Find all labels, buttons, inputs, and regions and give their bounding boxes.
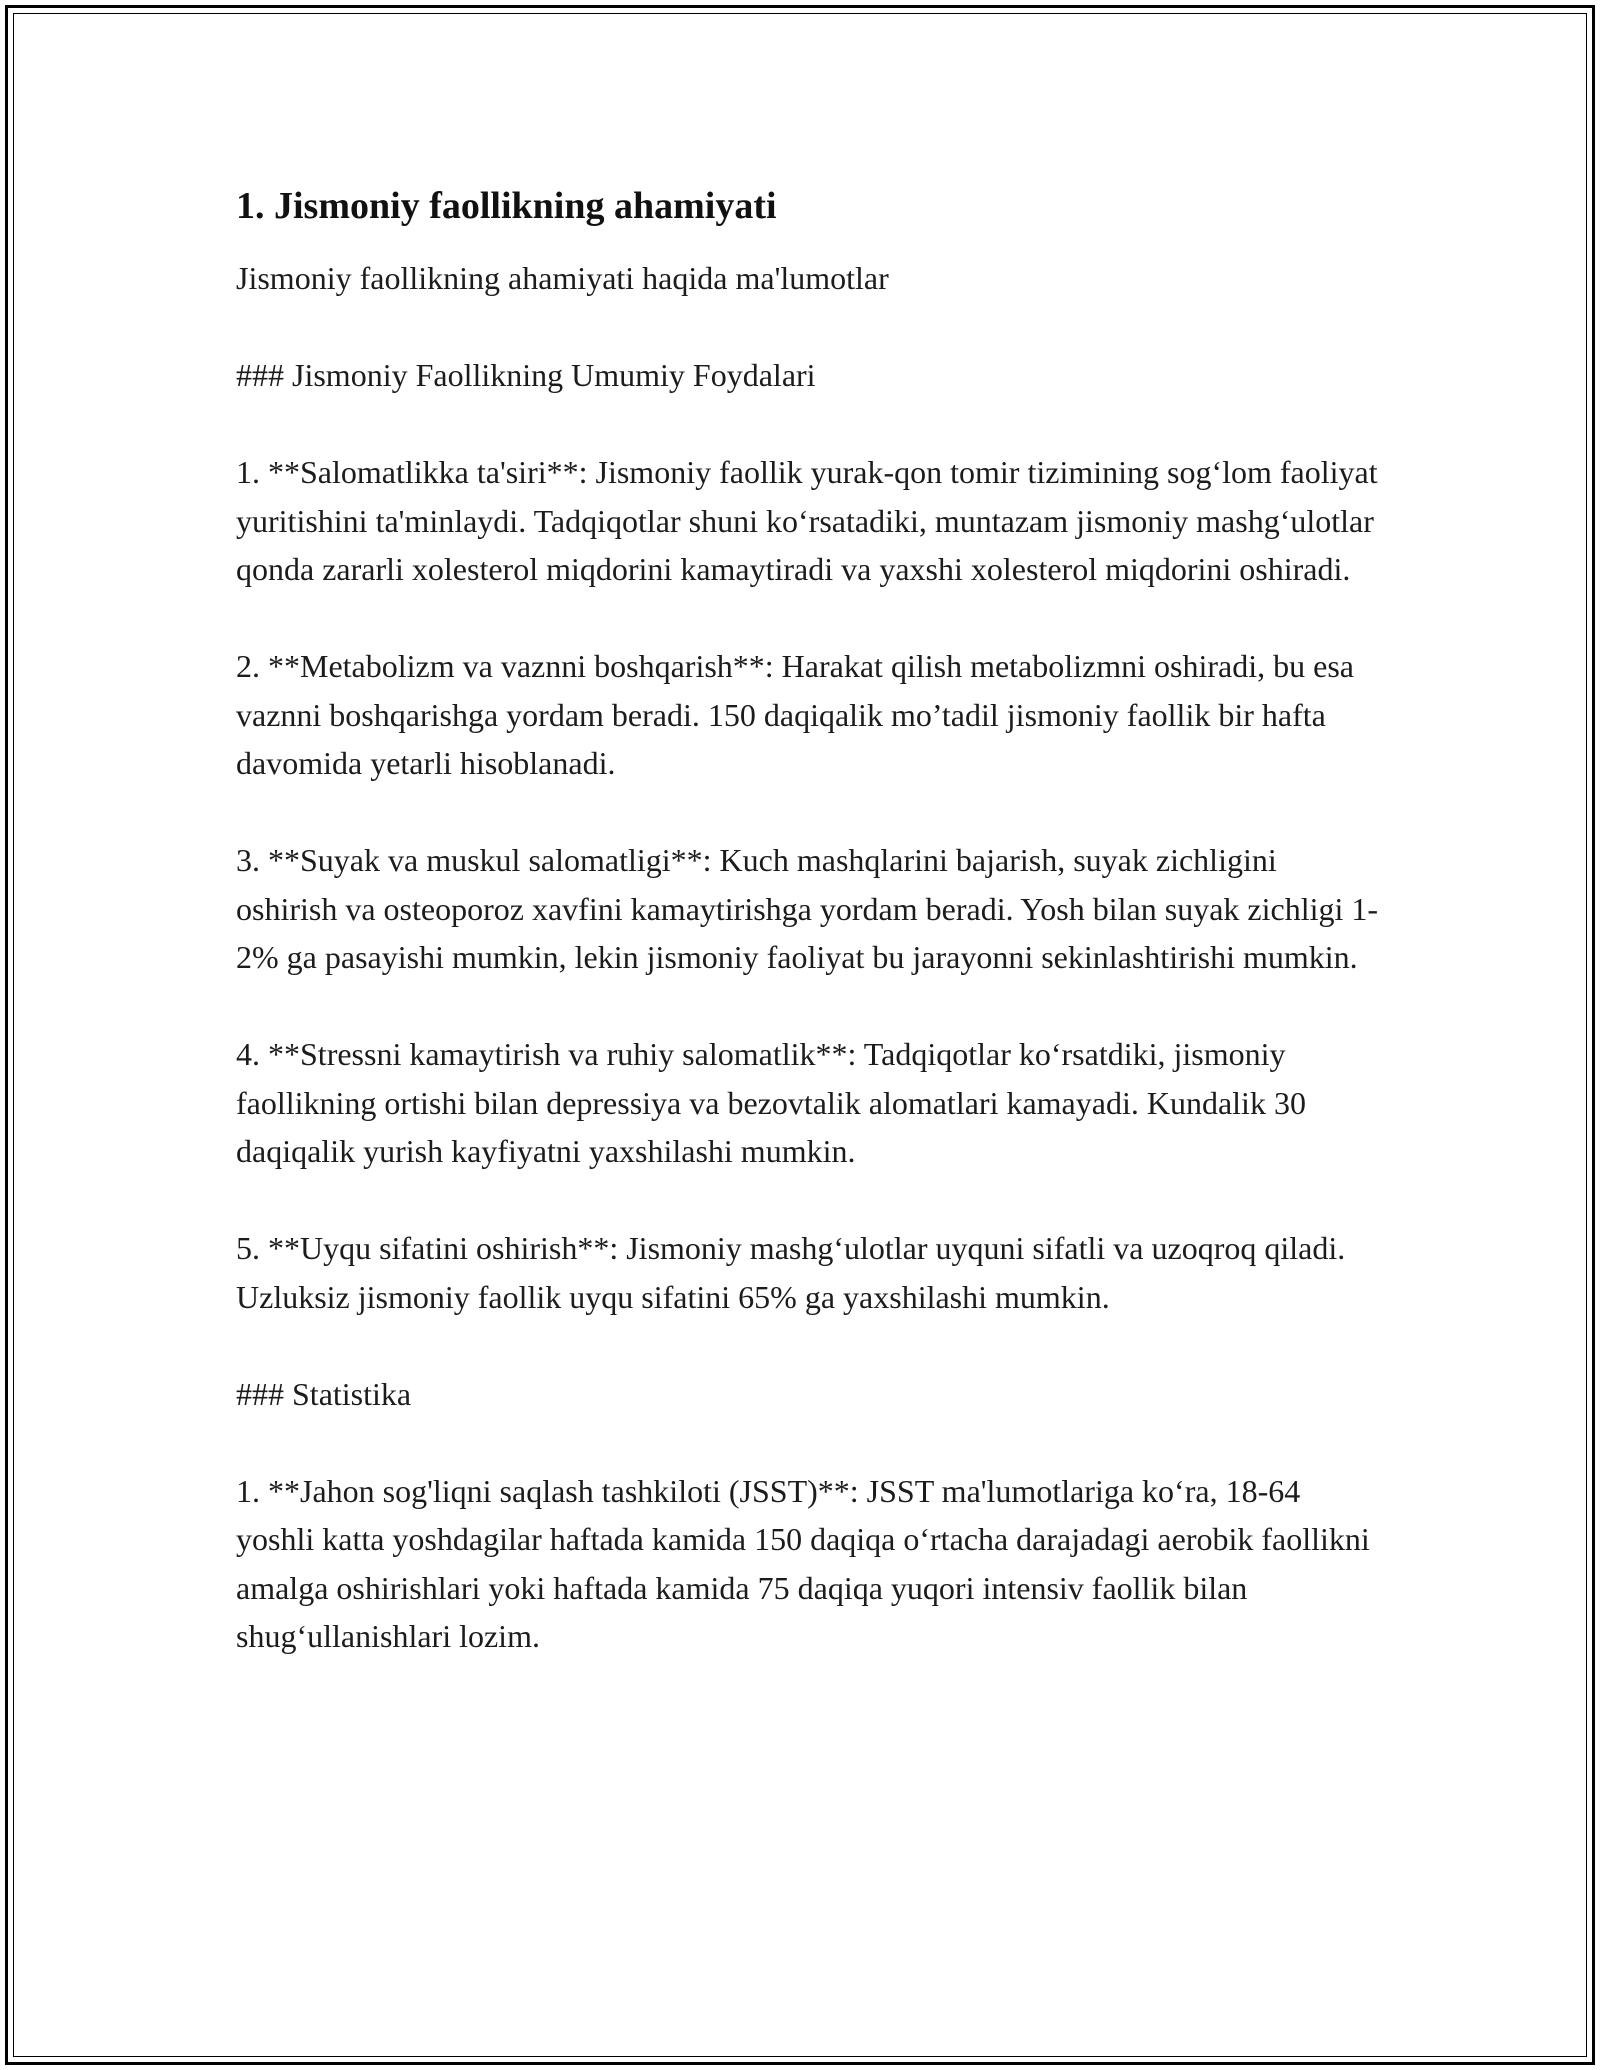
- section-heading-benefits: ### Jismoniy Faollikning Umumiy Foydalari: [236, 357, 816, 393]
- document-title: 1. Jismoniy faollikning ahamiyati: [236, 185, 777, 227]
- list-item-health: 1. **Salomatlikka ta'siri**: Jismoniy faollik yurak-qon tomir tizimining sog‘lom faoliyat yuritishini ta'minlaydi. Tadqiqotlar shuni ko‘rsatadiki, muntazam jismoniy mashg‘ulotlar qonda zararli xolesterol miqdorini kamaytiradi va yaxshi xolesterol miqdorini oshiradi.: [236, 454, 1378, 587]
- list-item-sleep: 5. **Uyqu sifatini oshirish**: Jismoniy mashg‘ulotlar uyquni sifatli va uzoqroq qiladi. Uzluksiz jismoniy faollik uyqu sifatini 65% ga yaxshilashi mumkin.: [236, 1230, 1346, 1315]
- list-item-who: 1. **Jahon sog'liqni saqlash tashkiloti (JSST)**: JSST ma'lumotlariga ko‘ra, 18-64 yoshli katta yoshdagilar haftada kamida 150 daqiqa o‘rtacha darajadagi aerobik faollikni amalga oshirishlari yoki haftada kamida 75 daqiqa yuqori intensiv faollik bilan shug‘ullanishlari lozim.: [236, 1472, 1370, 1654]
- list-item-bone-muscle: 3. **Suyak va muskul salomatligi**: Kuch mashqlarini bajarish, suyak zichligini oshirish va osteoporoz xavfini kamaytirishga yordam beradi. Yosh bilan suyak zichligi 1-2% ga pasayishi mumkin, lekin jismoniy faoliyat bu jarayonni sekinlashtirishi mumkin.: [236, 842, 1379, 975]
- list-item-stress: 4. **Stressni kamaytirish va ruhiy salomatlik**: Tadqiqotlar ko‘rsatdiki, jismoniy faollikning ortishi bilan depressiya va bezovtalik alomatlari kamayadi. Kundalik 30 daqiqalik yurish kayfiyatni yaxshilashi mumkin.: [236, 1036, 1306, 1169]
- document-body: [236, 182, 1386, 1661]
- list-item-metabolism: 2. **Metabolizm va vaznni boshqarish**: Harakat qilish metabolizmni oshiradi, bu esa vaznni boshqarishga yordam beradi. 150 daqiqalik mo’tadil jismoniy faollik bir hafta davomida yetarli hisoblanadi.: [236, 648, 1354, 781]
- section-heading-statistics: ### Statistika: [236, 1375, 412, 1412]
- intro-paragraph: Jismoniy faollikning ahamiyati haqida ma'lumotlar: [236, 260, 889, 296]
